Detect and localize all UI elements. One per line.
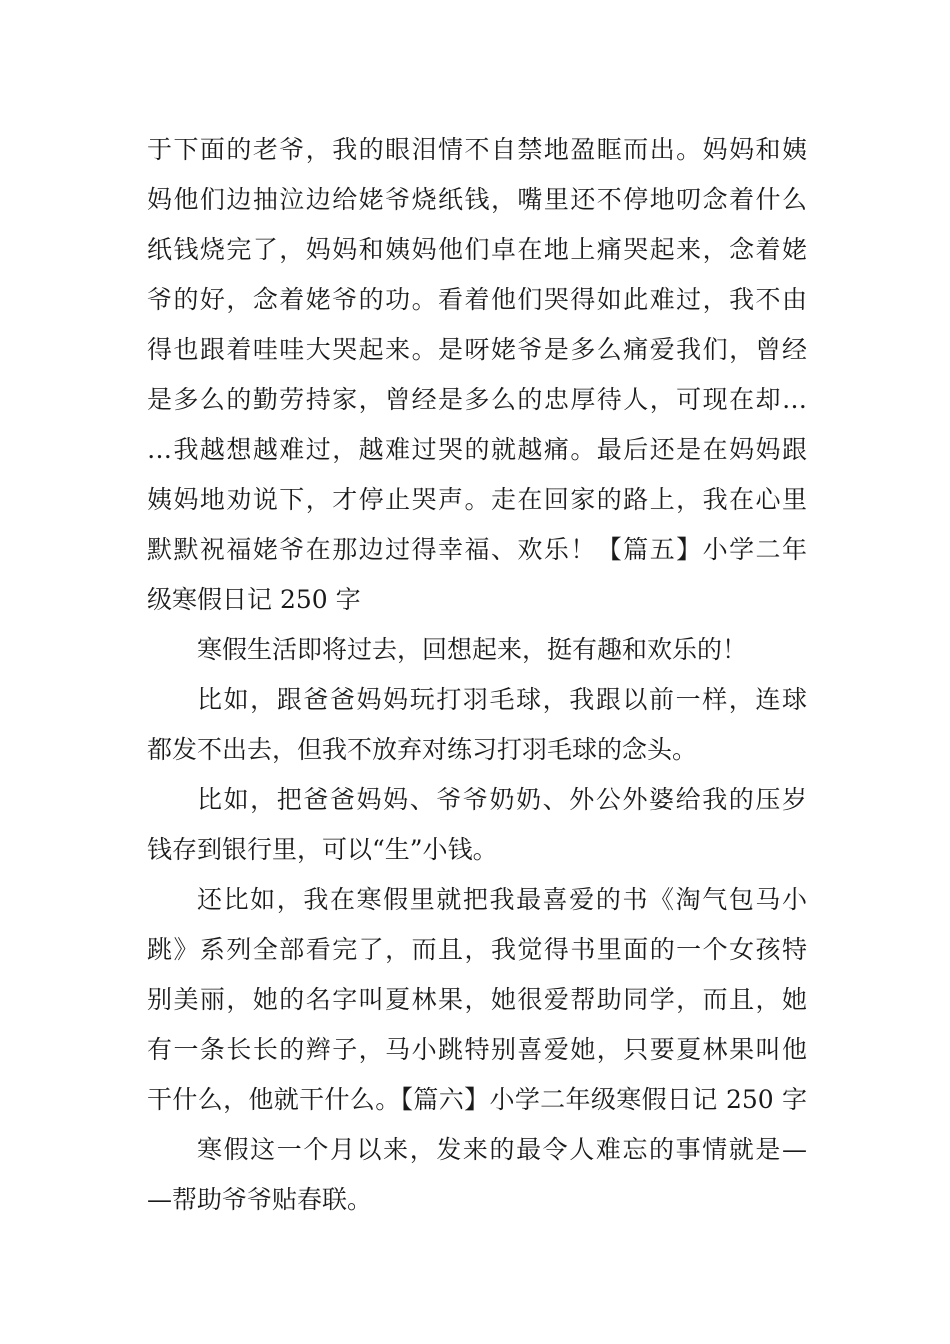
text-line: 得也跟着哇哇大哭起来。是呀姥爷是多么痛爱我们，曾经 [147,335,807,364]
paragraph-first-line: 还比如，我在寒假里就把我最喜爱的书《淘气包马小 [197,885,807,914]
text-line: 默默祝福姥爷在那边过得幸福、欢乐！【篇五】小学二年 [147,535,807,564]
paragraph-first-line: 寒假生活即将过去，回想起来，挺有趣和欢乐的！ [197,635,748,664]
text-line: 姨妈地劝说下，才停止哭声。走在回家的路上，我在心里 [147,485,807,514]
text-line: 钱存到银行里，可以“生”小钱。 [147,835,498,864]
text-line: —帮助爷爷贴春联。 [147,1185,373,1214]
text-line: 纸钱烧完了，妈妈和姨妈他们卓在地上痛哭起来，念着姥 [147,235,807,264]
text-line: …我越想越难过，越难过哭的就越痛。最后还是在妈妈跟 [147,435,807,464]
text-line: 爷的好，念着姥爷的功。看着他们哭得如此难过，我不由 [147,285,807,314]
text-line: 别美丽，她的名字叫夏林果，她很爱帮助同学，而且，她 [147,985,807,1014]
text-line: 都发不出去，但我不放弃对练习打羽毛球的念头。 [147,735,698,764]
paragraph-first-line: 比如，把爸爸妈妈、爷爷奶奶、外公外婆给我的压岁 [197,785,807,814]
paragraph-first-line: 比如，跟爸爸妈妈玩打羽毛球，我跟以前一样，连球 [197,685,807,714]
text-line: 妈他们边抽泣边给姥爷烧纸钱，嘴里还不停地叨念着什么 [147,185,807,214]
text-line: 是多么的勤劳持家，曾经是多么的忠厚待人，可现在却… [147,385,807,414]
text-line: 于下面的老爷，我的眼泪情不自禁地盈眶而出。妈妈和姨 [147,135,807,164]
text-line: 跳》系列全部看完了，而且，我觉得书里面的一个女孩特 [147,935,807,964]
text-line: 有一条长长的辫子，马小跳特别喜爱她，只要夏林果叫他 [147,1035,807,1064]
text-line: 干什么，他就干什么。【篇六】小学二年级寒假日记 250 字 [147,1085,807,1114]
paragraph-first-line: 寒假这一个月以来，发来的最令人难忘的事情就是— [197,1135,807,1164]
text-line: 级寒假日记 250 字 [147,585,361,614]
